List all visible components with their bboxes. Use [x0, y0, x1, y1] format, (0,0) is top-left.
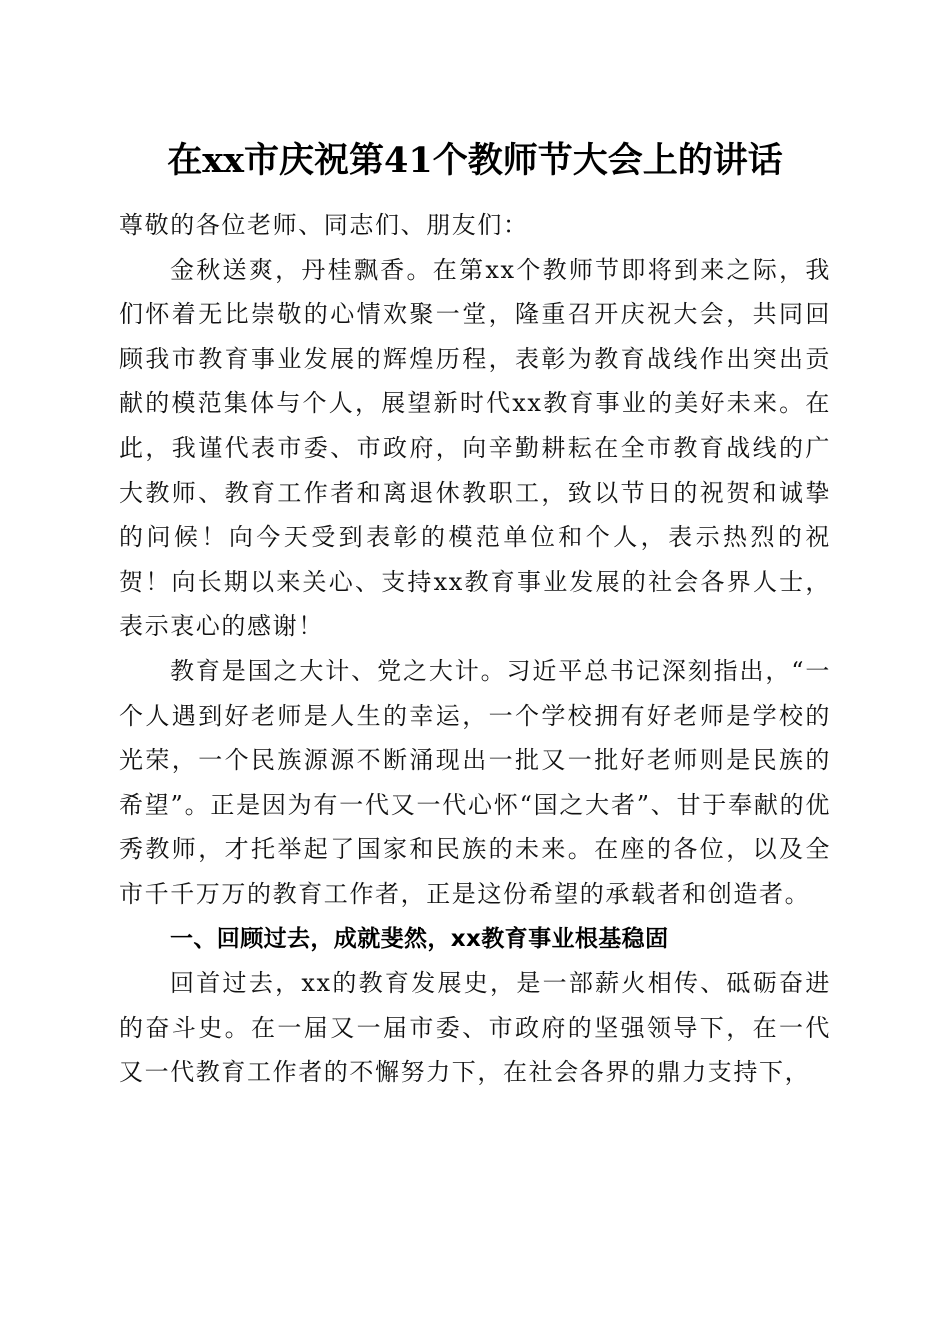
paragraph-education: 教育是国之大计、党之大计。习近平总书记深刻指出，“一个人遇到好老师是人生的幸运，一个学校拥有好老师是学校的光荣，一个民族源源不断涌现出一批又一批好老师则是民族的希望”。正是因为有一代又一代心怀“国之大者”、甘于奉献的优秀教师，才托举起了国家和民族的未来。在座的各位，以及全市千千万万的教育工作者，正是这份希望的承载者和创造者。 — [119, 656, 831, 908]
document-title: 在xx市庆祝第41个教师节大会上的讲话 — [167, 140, 783, 181]
section-heading: 一、回顾过去，成就斐然，xx教育事业根基稳固 — [170, 925, 669, 952]
salutation: 尊敬的各位老师、同志们、朋友们： — [119, 211, 529, 239]
document-body — [119, 203, 831, 1095]
paragraph-review: 回首过去，xx的教育发展史，是一部薪火相传、砥砺奋进的奋斗史。在一届又一届市委、市政府的坚强领导下，在一代又一代教育工作者的不懈努力下，在社会各界的鼎力支持下， — [119, 969, 831, 1087]
paragraph-opening: 金秋送爽，丹桂飘香。在第xx个教师节即将到来之际，我们怀着无比崇敬的心情欢聚一堂，隆重召开庆祝大会，共同回顾我市教育事业发展的辉煌历程，表彰为教育战线作出突出贡献的模范集体与个人，展望新时代xx教育事业的美好未来。在此，我谨代表市委、市政府，向辛勤耕耘在全市教育战线的广大教师、教育工作者和离退休教职工，致以节日的祝贺和诚挚的问候！向今天受到表彰的模范单位和个人，表示热烈的祝贺！向长期以来关心、支持xx教育事业发展的社会各界人士，表示衷心的感谢！ — [119, 255, 831, 641]
